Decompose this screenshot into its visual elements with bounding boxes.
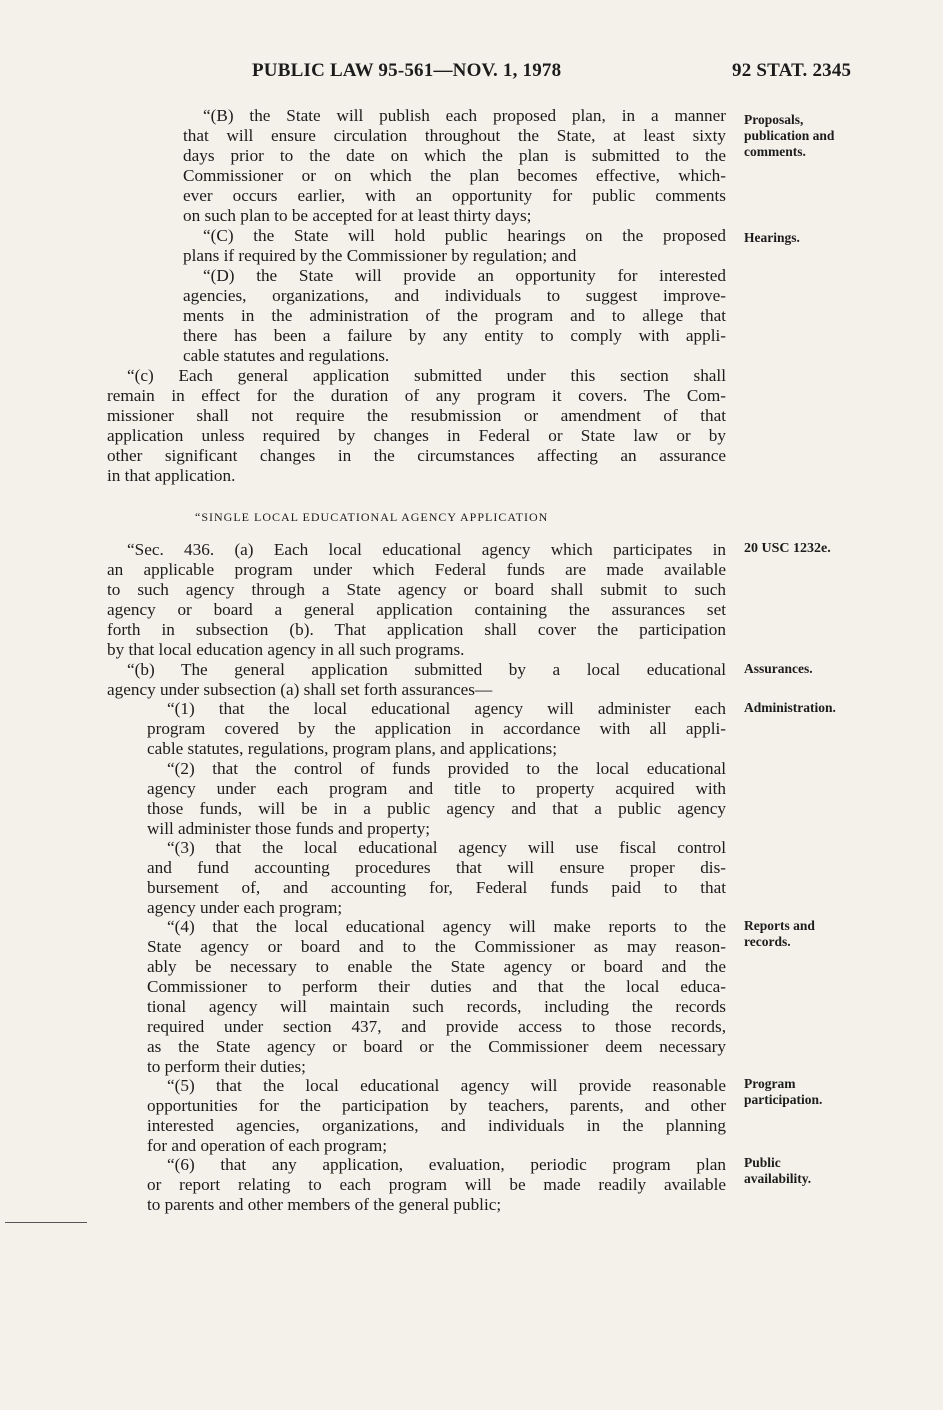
text-line: ably be necessary to enable the State agency or board and the [147,957,726,976]
text-line: and fund accounting procedures that will ensure proper dis- [147,858,726,877]
text-line: forth in subsection (b). That application shall cover the participation [107,620,726,639]
margin-note: Administration. [744,700,836,715]
text-line: there has been a failure by any entity to comply with appli- [183,326,726,345]
text-line: other significant changes in the circumstances affecting an assurance [107,446,726,465]
text-line: to perform their duties; [147,1057,306,1076]
margin-note: Public [744,1155,781,1170]
text-line: ever occurs earlier, with an opportunity for public comments [183,186,726,205]
text-line: agency or board a general application containing the assurances set [107,600,726,619]
text-line: “(5) that the local educational agency will provide reasonable [167,1076,726,1095]
text-line: “(D) the State will provide an opportunity for interested [203,266,726,285]
text-line: application unless required by changes in Federal or State law or by [107,426,726,445]
text-line: cable statutes and regulations. [183,346,390,365]
margin-note: Reports and [744,918,815,933]
margin-note: availability. [744,1171,812,1186]
text-line: Commissioner or on which the plan becomes effective, which- [183,166,726,185]
text-line: plans if required by the Commissioner by regulation; and [183,246,577,265]
text-line: missioner shall not require the resubmission or amendment of that [107,406,726,425]
text-line: bursement of, and accounting for, Federal funds paid to that [147,878,726,897]
margin-note-citation: 20 USC 1232e. [744,541,831,556]
text-line: an applicable program under which Federal funds are made available [107,560,726,579]
running-header-title: PUBLIC LAW 95-561—NOV. 1, 1978 [252,60,562,81]
text-line: on such plan to be accepted for at least thirty days; [183,206,532,225]
margin-note: Proposals, [744,112,804,127]
text-line: days prior to the date on which the plan is submitted to the [183,146,726,165]
margin-note: comments. [744,144,806,159]
text-line: or report relating to each program will be made readily available [147,1175,726,1194]
text-line: “(6) that any application, evaluation, periodic program plan [167,1155,726,1174]
text-line: agency under each program and title to property acquired with [147,779,726,798]
text-line: agencies, organizations, and individuals to suggest improve- [183,286,726,305]
text-line: “(2) that the control of funds provided to the local educational [167,759,726,778]
text-line: for and operation of each program; [147,1136,388,1155]
text-line: “Sec. 436. (a) Each local educational agency which participates in [127,540,726,559]
text-line: “(3) that the local educational agency will use fiscal control [167,838,726,857]
text-line: interested agencies, organizations, and individuals in the planning [147,1116,726,1135]
section-heading: “SINGLE LOCAL EDUCATIONAL AGENCY APPLICATION [195,510,549,524]
text-line: by that local education agency in all such programs. [107,640,465,659]
text-line: in that application. [107,466,236,485]
margin-note: Assurances. [744,661,813,676]
text-line: “(b) The general application submitted by a local educational [127,660,726,679]
margin-rule [5,1222,87,1223]
text-line: opportunities for the participation by teachers, parents, and other [147,1096,726,1115]
text-line: remain in effect for the duration of any program it covers. The Com- [107,386,726,405]
page-stat-number: 92 STAT. 2345 [732,60,852,81]
text-line: “(B) the State will publish each proposed plan, in a manner [203,106,726,125]
text-line: agency under subsection (a) shall set forth assurances— [107,680,493,699]
margin-note: Hearings. [744,230,800,245]
text-line: will administer those funds and property; [147,819,431,838]
margin-note: publication and [744,128,835,143]
text-line: “(C) the State will hold public hearings on the proposed [203,226,726,245]
margin-note: records. [744,934,791,949]
text-line: State agency or board and to the Commissioner as may reason- [147,937,726,956]
text-line: cable statutes, regulations, program plans, and applications; [147,739,557,758]
text-line: as the State agency or board or the Commissioner deem necessary [147,1037,726,1056]
text-line: ments in the administration of the program and to allege that [183,306,726,325]
margin-note: participation. [744,1092,823,1107]
text-line: Commissioner to perform their duties and that the local educa- [147,977,726,996]
text-line: “(1) that the local educational agency will administer each [167,699,726,718]
margin-note: Program [744,1076,796,1091]
text-line: agency under each program; [147,898,343,917]
text-line: program covered by the application in accordance with all appli- [147,719,726,738]
text-line: that will ensure circulation throughout the State, at least sixty [183,126,726,145]
text-line: to parents and other members of the general public; [147,1195,502,1214]
text-line: those funds, will be in a public agency and that a public agency [147,799,726,818]
text-line: “(c) Each general application submitted under this section shall [127,366,726,385]
text-line: “(4) that the local educational agency will make reports to the [167,917,726,936]
text-line: to such agency through a State agency or board shall submit to such [107,580,726,599]
text-line: tional agency will maintain such records, including the records [147,997,726,1016]
text-line: required under section 437, and provide access to those records, [147,1017,726,1036]
